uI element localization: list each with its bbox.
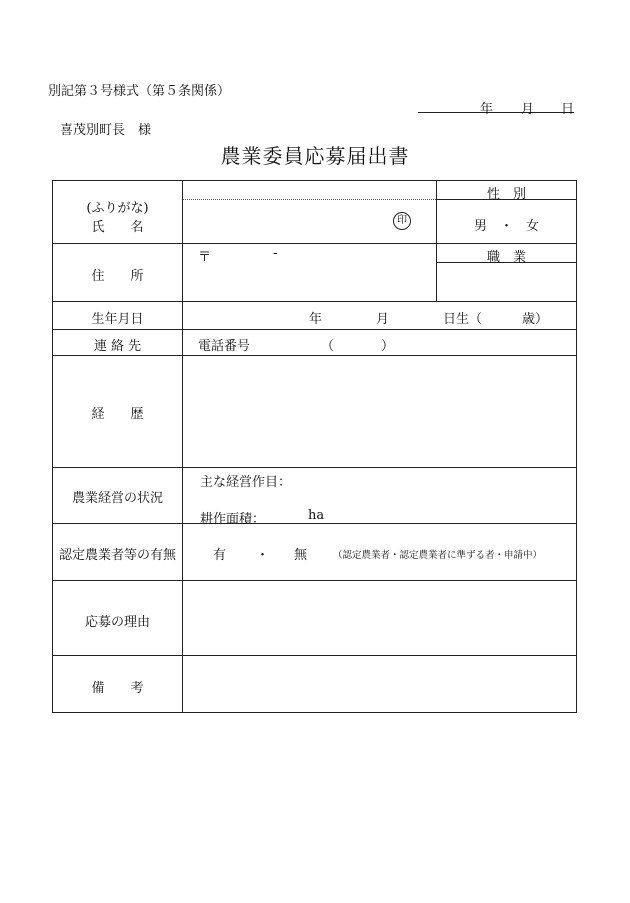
farm-status-label: 農業経営の状況 (71, 491, 163, 506)
postal-dash: - (273, 246, 278, 261)
name-label: 氏 名 (91, 220, 144, 235)
birthdate-label: 生年月日 (91, 312, 144, 327)
furigana-field[interactable] (183, 182, 436, 199)
remarks-field[interactable] (183, 656, 576, 713)
seal-mark: 印 (393, 212, 411, 230)
career-label: 経 歴 (91, 407, 144, 422)
form-number: 別記第３号様式（第５条関係） (48, 84, 231, 99)
application-form-table (52, 180, 577, 713)
date-year-label: 年 (480, 102, 494, 117)
contact-label: 連 絡 先 (93, 339, 142, 354)
certified-no-option[interactable]: 無 (294, 548, 308, 563)
row-divider (53, 467, 576, 468)
gender-options[interactable]: 男 ・ 女 (473, 219, 539, 234)
furigana-label: (ふりがな) (86, 201, 149, 216)
phone-paren-open: （ (321, 339, 335, 354)
career-field[interactable] (183, 356, 576, 467)
date-line[interactable] (418, 98, 575, 117)
postal-mark: 〒 (198, 250, 212, 265)
page-title: 農業委員応募届出書 (220, 144, 410, 168)
date-month-label: 月 (521, 102, 535, 117)
certified-farmer-label: 認定農業者等の有無 (58, 548, 176, 563)
address-field[interactable] (183, 244, 436, 301)
birth-day-label: 日生（ (443, 312, 483, 327)
certified-note: （認定農業者・認定農業者に準ずる者・申請中） (333, 550, 543, 561)
certified-yes-option[interactable]: 有 (213, 548, 227, 563)
row-divider (53, 301, 576, 302)
phone-paren-close: ） (381, 339, 395, 354)
gender-label: 性 別 (486, 187, 526, 202)
birth-month-label: 月 (376, 312, 390, 327)
occupation-field[interactable] (437, 263, 576, 301)
age-label: 歳） (522, 312, 549, 327)
reason-field[interactable] (183, 581, 576, 655)
phone-field[interactable] (335, 330, 379, 355)
phone-label: 電話番号 (198, 339, 251, 354)
birth-year-label: 年 (309, 312, 323, 327)
row-divider (53, 523, 576, 524)
certified-separator: ・ (256, 548, 270, 563)
addressee: 喜茂別町長 様 (60, 123, 152, 138)
address-label: 住 所 (91, 269, 144, 284)
remarks-label: 備 考 (91, 681, 144, 696)
reason-label: 応募の理由 (84, 615, 150, 630)
area-unit: ha (308, 508, 325, 523)
crop-label: 主な経営作目： (200, 475, 292, 490)
date-day-label: 日 (561, 102, 575, 117)
occupation-label: 職 業 (486, 250, 526, 265)
row-divider (53, 329, 576, 330)
area-label: 耕作面積： (200, 512, 266, 527)
